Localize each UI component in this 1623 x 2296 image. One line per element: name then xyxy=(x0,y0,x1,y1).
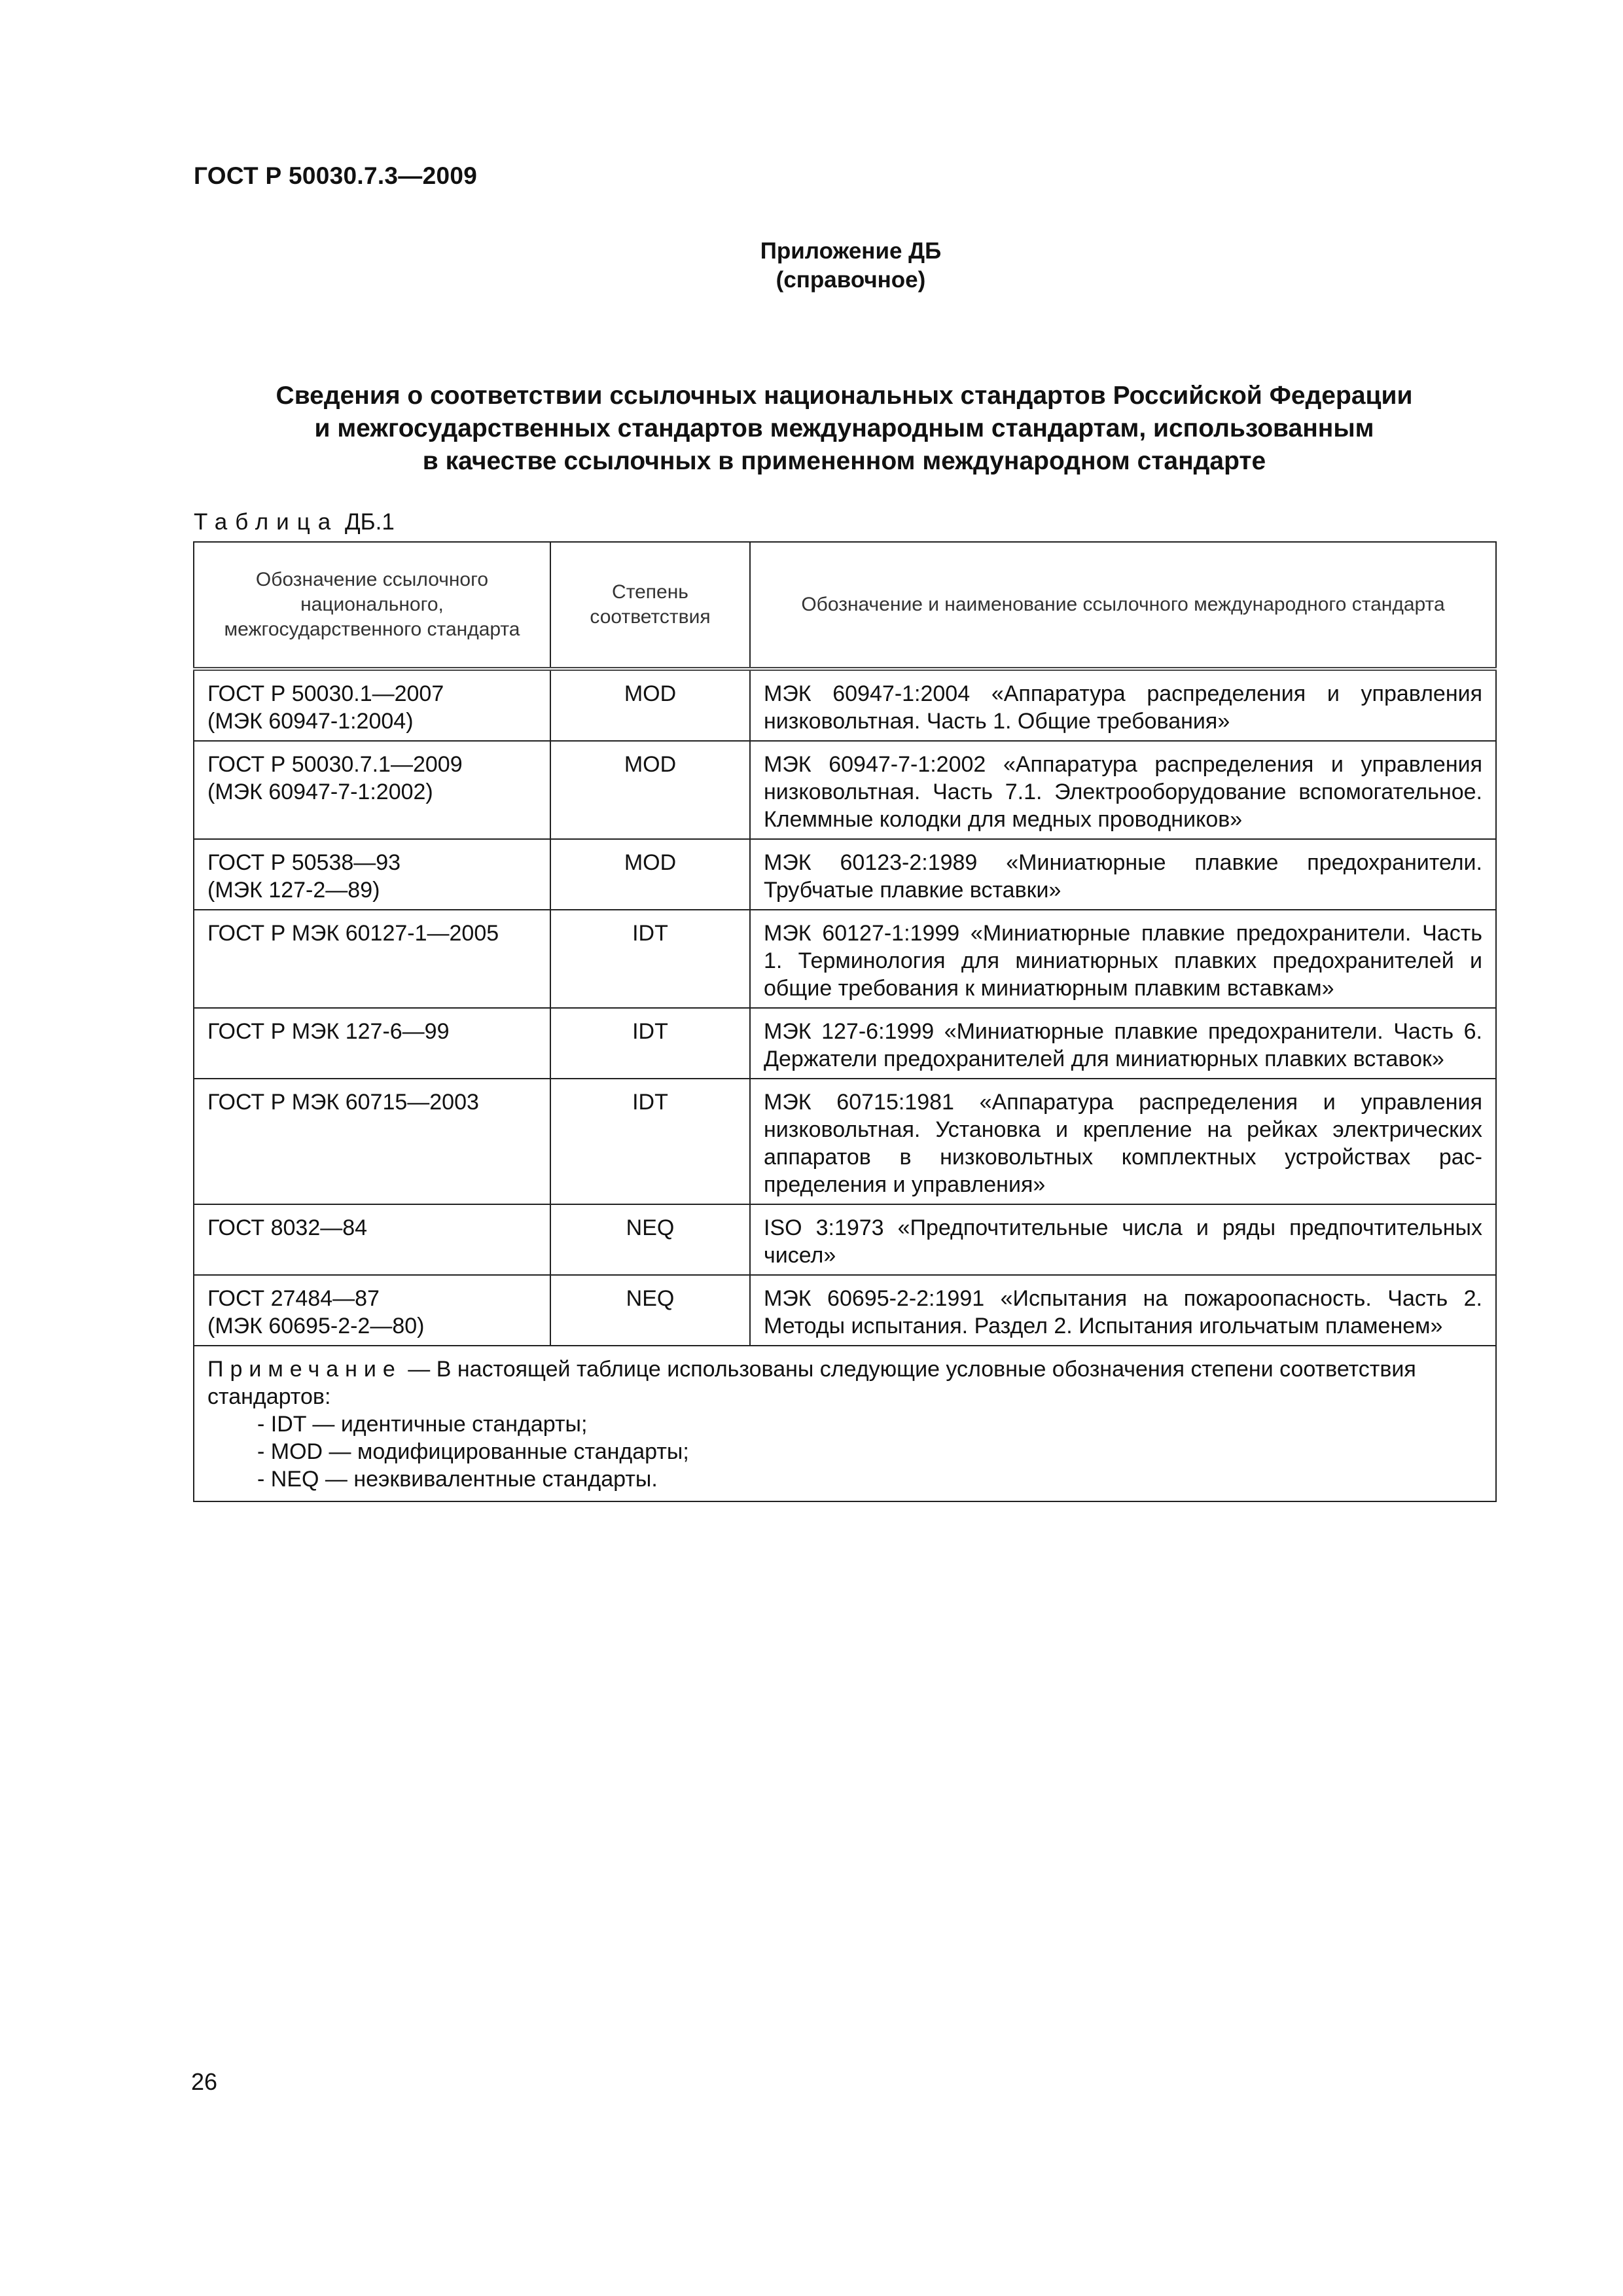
section-title xyxy=(190,380,1499,478)
table-note xyxy=(194,1346,1496,1501)
international-standard-cell: ISO 3:1973 «Предпочтительные числа и ряды предпочтительных чисел» xyxy=(750,1204,1496,1275)
national-standard-line: ГОСТ Р 50538—93 xyxy=(207,850,401,875)
degree-cell: MOD xyxy=(550,839,750,910)
annex-kind: (справочное) xyxy=(776,267,926,293)
section-title-line: Сведения о соответствии ссылочных национальных стандартов Российской Федерации xyxy=(276,382,1413,410)
degree-cell: IDT xyxy=(550,910,750,1008)
national-standard-line: (МЭК 60947-7-1:2002) xyxy=(207,780,433,804)
international-standard-cell: МЭК 60695-2-2:1991 «Испытания на пожароопасность. Часть 2. Методы испытания. Раздел 2. Испытания игольчатым пламенем» xyxy=(750,1275,1496,1346)
international-standard-cell: МЭК 60715:1981 «Аппаратура распределения и управления низковольтная. Установка и крепление на рейках электрических аппаратов в низковольтных комплектных устройствах распределения и управления» xyxy=(750,1079,1496,1204)
annex-heading xyxy=(0,237,1623,295)
table-row xyxy=(194,1008,1496,1079)
degree-cell: MOD xyxy=(550,669,750,741)
header-degree: Степень соответствия xyxy=(550,542,750,669)
header-international-standard: Обозначение и наименование ссылочного международного стандарта xyxy=(750,542,1496,669)
table-row xyxy=(194,1204,1496,1275)
national-standard-line: ГОСТ Р МЭК 60715—2003 xyxy=(207,1090,479,1115)
national-standard-line: ГОСТ 8032—84 xyxy=(207,1215,368,1240)
international-standard-cell: МЭК 60123-2:1989 «Миниатюрные плавкие предохранители. Трубчатые плавкие вставки» xyxy=(750,839,1496,910)
national-standard-cell xyxy=(194,1008,550,1079)
national-standard-cell xyxy=(194,669,550,741)
national-standard-line: ГОСТ Р МЭК 60127-1—2005 xyxy=(207,921,499,946)
table-caption-word: Таблица xyxy=(194,509,339,535)
national-standard-cell xyxy=(194,1275,550,1346)
table-note-row xyxy=(194,1346,1496,1501)
document-code: ГОСТ Р 50030.7.3—2009 xyxy=(194,162,478,189)
degree-cell: IDT xyxy=(550,1008,750,1079)
national-standard-line: ГОСТ 27484—87 xyxy=(207,1286,380,1311)
national-standard-line: ГОСТ Р МЭК 127-6—99 xyxy=(207,1019,450,1044)
national-standard-cell xyxy=(194,1079,550,1204)
note-text: — В настоящей таблице использованы следующие условные обозначения степени соответствия стандартов: xyxy=(207,1357,1416,1409)
table-header-row xyxy=(194,542,1496,669)
page-number: 26 xyxy=(191,2068,218,2095)
national-standard-line: (МЭК 127-2—89) xyxy=(207,878,380,903)
national-standard-cell xyxy=(194,1204,550,1275)
national-standard-cell xyxy=(194,910,550,1008)
national-standard-line: ГОСТ Р 50030.7.1—2009 xyxy=(207,752,463,777)
national-standard-cell xyxy=(194,839,550,910)
international-standard-cell: МЭК 60947-1:2004 «Аппаратура распределения и управления низковольтная. Часть 1. Общие требования» xyxy=(750,669,1496,741)
degree-cell: NEQ xyxy=(550,1204,750,1275)
note-item: - NEQ — неэквивалентные стандарты. xyxy=(257,1467,658,1492)
national-standard-cell xyxy=(194,741,550,839)
national-standard-line: ГОСТ Р 50030.1—2007 xyxy=(207,681,444,706)
table-row xyxy=(194,1275,1496,1346)
national-standard-line: (МЭК 60695-2-2—80) xyxy=(207,1314,425,1338)
international-standard-cell: МЭК 127-6:1999 «Миниатюрные плавкие предохранители. Часть 6. Держатели предохранителей для миниатюрных плавких вставок» xyxy=(750,1008,1496,1079)
degree-cell: MOD xyxy=(550,741,750,839)
international-standard-cell: МЭК 60127-1:1999 «Миниатюрные плавкие предохранители. Часть 1. Терминология для миниатюрных плавких предохранителей и общие требования к миниатюрным плавким вставкам» xyxy=(750,910,1496,1008)
header-national-standard: Обозначение ссылочного национального, межгосударственного стандарта xyxy=(194,542,550,669)
table-body xyxy=(194,669,1496,1346)
table-row xyxy=(194,669,1496,741)
degree-cell: IDT xyxy=(550,1079,750,1204)
section-title-line: в качестве ссылочных в примененном международном стандарте xyxy=(422,447,1266,475)
reference-standards-table xyxy=(193,541,1497,1502)
note-label: Примечание xyxy=(207,1357,402,1382)
section-title-line: и межгосударственных стандартов международным стандартам, использованным xyxy=(314,414,1374,442)
note-item: - MOD — модифицированные стандарты; xyxy=(257,1439,689,1464)
national-standard-line: (МЭК 60947-1:2004) xyxy=(207,709,414,734)
table-row xyxy=(194,910,1496,1008)
degree-cell: NEQ xyxy=(550,1275,750,1346)
table-caption-id: ДБ.1 xyxy=(344,509,395,535)
table-row xyxy=(194,1079,1496,1204)
table-row xyxy=(194,839,1496,910)
international-standard-cell: МЭК 60947-7-1:2002 «Аппаратура распределения и управления низковольтная. Часть 7.1. Электрооборудование вспомогательное. Клеммные колодки для медных проводников» xyxy=(750,741,1496,839)
annex-title: Приложение ДБ xyxy=(760,238,942,264)
note-item: - IDT — идентичные стандарты; xyxy=(257,1412,588,1437)
table-caption xyxy=(194,509,395,535)
table-row xyxy=(194,741,1496,839)
